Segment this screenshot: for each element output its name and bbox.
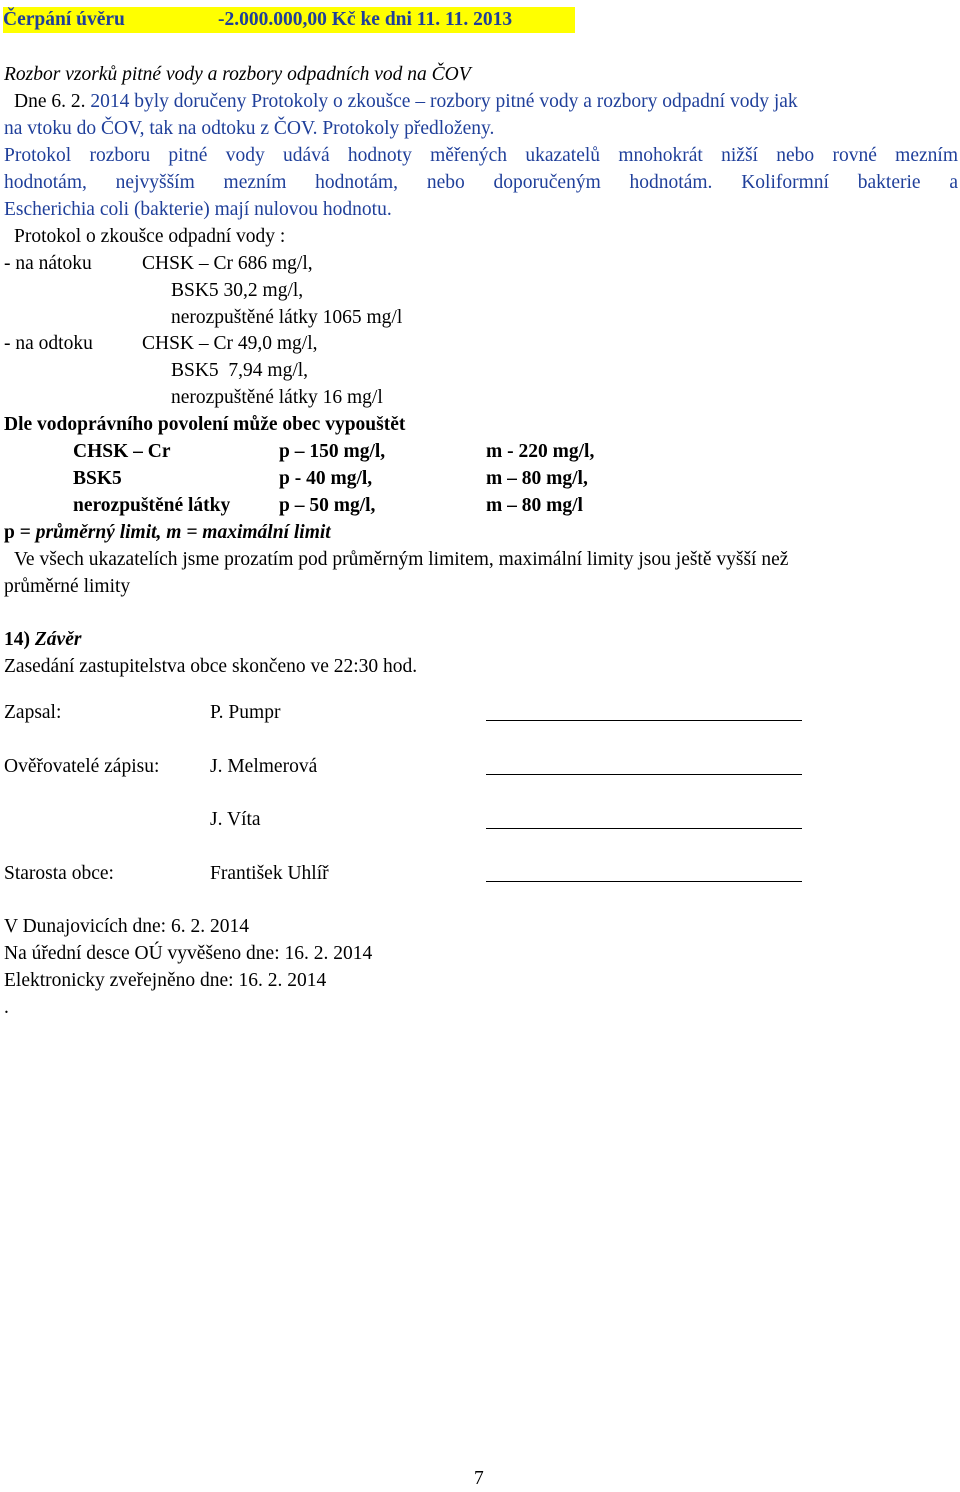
drinking-water-line-2: hodnotám, nejvyšším mezním hodnotám, nebo doporučeným hodnotám. Koliformní bakterie a	[4, 172, 958, 193]
closing-text: Zasedání zastupitelstva obce skončeno ve 22:30 hod.	[4, 656, 418, 677]
inflow-label: - na nátoku	[4, 253, 92, 274]
signature-name: J. Víta	[210, 809, 261, 830]
permit-row-name: nerozpuštěné látky	[73, 495, 231, 516]
inflow-value-2: BSK5 30,2 mg/l,	[171, 280, 304, 301]
footer-published: Elektronicky zveřejněno dne: 16. 2. 2014	[4, 970, 327, 991]
outflow-value-2: BSK5 7,94 mg/l,	[171, 360, 309, 381]
intro-date: Dne 6. 2.	[14, 91, 86, 112]
permit-row-m: m - 220 mg/l,	[486, 441, 595, 462]
drinking-water-line-3: Escherichia coli (bakterie) mají nulovou hodnotu.	[4, 199, 392, 220]
permit-conclusion-line-1: Ve všech ukazatelích jsme prozatím pod průměrným limitem, maximální limity jsou ještě vyšší než	[14, 549, 789, 570]
footer-date: V Dunajovicích dne: 6. 2. 2014	[4, 916, 249, 937]
closing-number: 14)	[4, 629, 30, 650]
signature-role: Ověřovatelé zápisu:	[4, 756, 160, 777]
outflow-label: - na odtoku	[4, 333, 93, 354]
permit-title: Dle vodoprávního povolení může obec vypouštět	[4, 414, 406, 435]
footer-dot: .	[4, 997, 9, 1018]
permit-row-m: m – 80 mg/l,	[486, 468, 588, 489]
signature-name: František Uhlíř	[210, 863, 329, 884]
permit-legend-text: průměrný limit, m = maximální limit	[35, 522, 331, 543]
closing-title: Závěr	[34, 629, 82, 650]
outflow-value-3: nerozpuštěné látky 16 mg/l	[171, 387, 383, 408]
signature-role: Zapsal:	[4, 702, 62, 723]
inflow-value-3: nerozpuštěné látky 1065 mg/l	[171, 307, 403, 328]
permit-conclusion-line-2: průměrné limity	[4, 576, 131, 597]
header-label: Čerpání úvěru	[3, 9, 125, 30]
intro-line-1	[14, 89, 958, 115]
permit-legend-p: p =	[4, 522, 36, 543]
signature-line	[486, 720, 802, 721]
signature-role: Starosta obce:	[4, 863, 114, 884]
closing-heading	[4, 627, 81, 653]
permit-row-m: m – 80 mg/l	[486, 495, 583, 516]
signature-name: J. Melmerová	[210, 756, 318, 777]
permit-row-p: p – 150 mg/l,	[279, 441, 386, 462]
permit-row-p: p - 40 mg/l,	[279, 468, 373, 489]
intro-link-text: 2014 byly doručeny Protokoly o zkoušce – rozbory pitné vody a rozbory odpadní vody jak	[90, 91, 798, 112]
header-amount: -2.000.000,00 Kč ke dni 11. 11. 2013	[218, 9, 513, 30]
permit-row-name: CHSK – Cr	[73, 441, 171, 462]
intro-line-2: na vtoku do ČOV, tak na odtoku z ČOV. Protokoly předloženy.	[4, 118, 495, 139]
signature-line	[486, 774, 802, 775]
page-number: 7	[474, 1468, 484, 1489]
footer-posted: Na úřední desce OÚ vyvěšeno dne: 16. 2. 2014	[4, 943, 373, 964]
outflow-value-1: CHSK – Cr 49,0 mg/l,	[142, 333, 318, 354]
inflow-value-1: CHSK – Cr 686 mg/l,	[142, 253, 313, 274]
waste-water-title: Protokol o zkoušce odpadní vody :	[14, 226, 286, 247]
permit-row-p: p – 50 mg/l,	[279, 495, 376, 516]
drinking-water-line-1: Protokol rozboru pitné vody udává hodnoty měřených ukazatelů mnohokrát nižší nebo rovné mezním	[4, 145, 958, 166]
permit-legend	[4, 520, 331, 546]
signature-line	[486, 881, 802, 882]
header-highlight	[3, 7, 575, 33]
signature-name: P. Pumpr	[210, 702, 281, 723]
permit-row-name: BSK5	[73, 468, 122, 489]
section-title: Rozbor vzorků pitné vody a rozbory odpadních vod na ČOV	[4, 64, 471, 85]
signature-line	[486, 828, 802, 829]
